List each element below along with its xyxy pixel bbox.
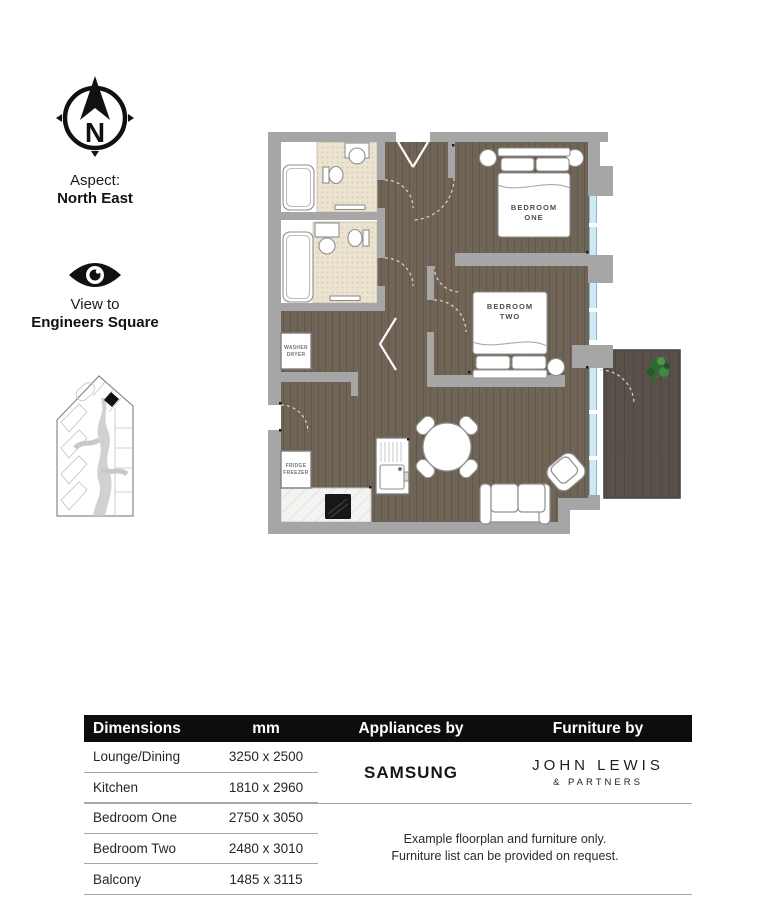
room-size: 2750 x 3050 <box>228 810 304 826</box>
header-mm: mm <box>252 719 280 737</box>
disclaimer-note <box>318 831 692 865</box>
header-dimensions: Dimensions <box>93 719 181 737</box>
room-label: Balcony <box>93 871 142 887</box>
washer-label-line1: WASHER <box>284 345 308 351</box>
eye-icon <box>67 258 123 292</box>
table-header-bar <box>84 715 692 742</box>
room-size: 2480 x 3010 <box>228 841 304 857</box>
john-lewis-name: JOHN LEWIS <box>532 757 664 774</box>
room-label: Lounge/Dining <box>93 749 181 765</box>
view-label: View to <box>70 296 120 313</box>
compass-icon <box>49 70 141 162</box>
samsung-logo: SAMSUNG <box>364 762 458 782</box>
table-row <box>84 742 318 773</box>
floorplan-graphic <box>255 120 695 555</box>
aspect-value: North East <box>57 190 133 207</box>
john-lewis-partners: & PARTNERS <box>553 777 643 788</box>
washer-label-line2: DRYER <box>286 352 306 358</box>
room-size: 3250 x 2500 <box>228 749 304 765</box>
table-row <box>84 834 318 865</box>
table-row <box>84 864 318 895</box>
john-lewis-logo <box>504 742 692 803</box>
bedroom-one-label-line2: ONE <box>524 213 544 222</box>
bedroom-one-label-line1: BEDROOM <box>510 203 558 212</box>
fridge-label-line1: FRIDGE <box>285 463 307 469</box>
table-row <box>84 773 318 804</box>
compass-letter: N <box>84 117 106 148</box>
dimension-rows <box>84 742 318 895</box>
view-value: Engineers Square <box>31 314 159 331</box>
fridge-label-line2: FREEZER <box>283 470 309 476</box>
keyplan-locator <box>53 370 138 523</box>
room-label: Kitchen <box>93 779 139 795</box>
divider-line <box>84 803 692 804</box>
room-label: Bedroom One <box>93 810 178 826</box>
bedroom-two-label-line2: TWO <box>499 312 521 321</box>
note-line1: Example floorplan and furniture only. <box>403 832 607 846</box>
table-row <box>84 803 318 834</box>
room-size: 1810 x 2960 <box>228 779 304 795</box>
header-appliances-by: Appliances by <box>358 719 464 737</box>
dimensions-table <box>84 715 692 895</box>
header-furniture-by: Furniture by <box>552 719 644 737</box>
note-line2: Furniture list can be provided on request. <box>391 849 619 863</box>
divider-line <box>84 894 692 895</box>
bedroom-two-label-line1: BEDROOM <box>486 302 534 311</box>
room-label: Bedroom Two <box>93 841 177 857</box>
room-size: 1485 x 3115 <box>229 871 303 887</box>
sidebar <box>18 70 172 332</box>
aspect-label: Aspect: <box>69 172 121 189</box>
